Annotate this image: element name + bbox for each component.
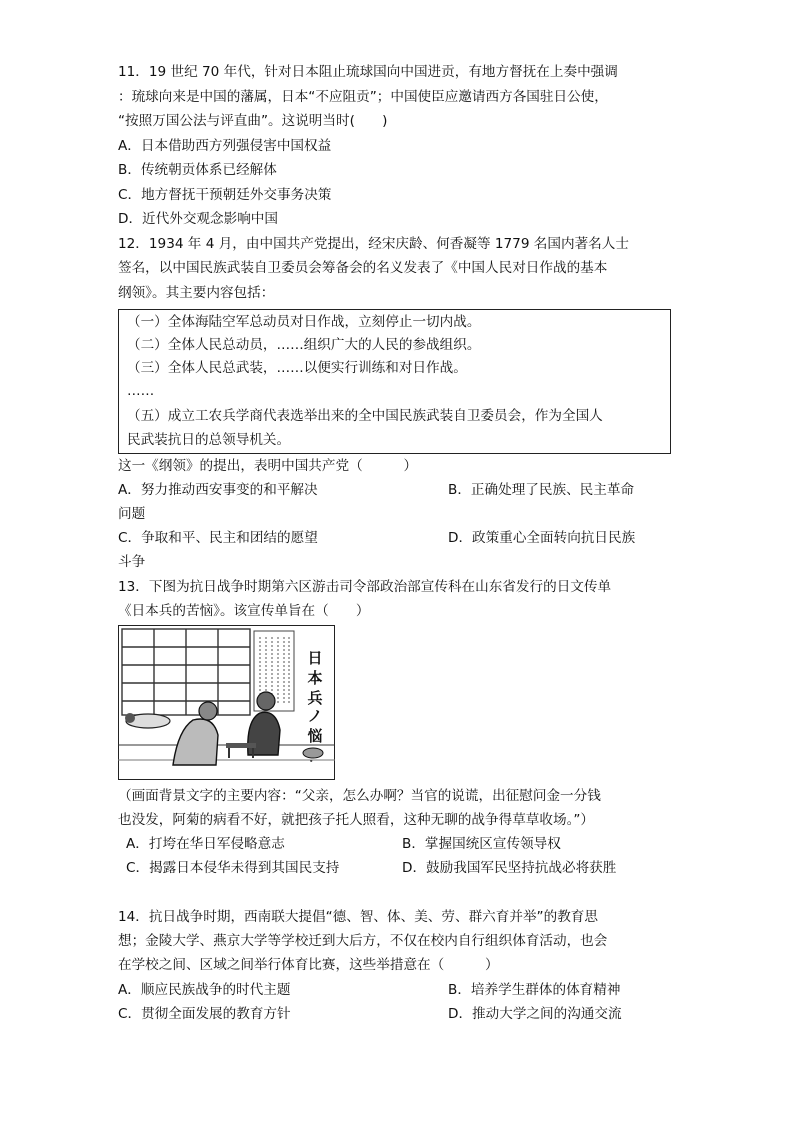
q12-option-c: C．争取和平、民主和团结的愿望 xyxy=(118,530,318,546)
q11-stem-line-1: 11．19 世纪 70 年代，针对日本阻止琉球国向中国进贡，有地方督抚在上奏中强调 xyxy=(118,64,618,80)
q14-stem-line-2: 想；金陵大学、燕京大学等学校迁到大后方，不仅在校内自行组织体育活动，也会 xyxy=(118,933,608,949)
q12-box-line-5: （五）成立工农兵学商代表选举出来的全中国民族武装自卫委员会，作为全国人 xyxy=(127,408,603,424)
q13-caption-line-1: （画面背景文字的主要内容：“父亲，怎么办啊？当官的说谎，出征慰问金一分钱 xyxy=(118,788,601,804)
propaganda-cartoon-image xyxy=(118,625,335,780)
q12-box-line-4: …… xyxy=(127,383,155,399)
svg-text:悩: 悩 xyxy=(307,727,323,745)
q11-stem-line-2: ：琉球向来是中国的藩属，日本“不应阻贡”；中国使臣应邀请西方各国驻日公使， xyxy=(118,89,608,105)
q14-option-a: A．顺应民族战争的时代主题 xyxy=(118,982,291,998)
q12-stem-line-2: 签名，以中国民族武装自卫委员会筹备会的名义发表了《中国人民对日作战的基本 xyxy=(118,260,608,276)
q12-option-d-cont: 斗争 xyxy=(118,554,146,570)
q12-option-b: B．正确处理了民族、民主革命 xyxy=(448,482,635,498)
q14-option-c: C．贯彻全面发展的教育方针 xyxy=(118,1006,291,1022)
q12-box-line-2: （二）全体人民总动员，……组织广大的人民的参战组织。 xyxy=(127,337,481,353)
q12-option-b-cont: 问题 xyxy=(118,506,146,522)
q13-stem-line-2: 《日本兵的苦恼》。该宣传单旨在（ ） xyxy=(118,603,370,619)
q14-stem-line-1: 14．抗日战争时期，西南联大提倡“德、智、体、美、劳、群六育并举”的教育思 xyxy=(118,909,598,925)
q12-box-line-6: 民武装抗日的总领导机关。 xyxy=(127,432,291,448)
q14-option-b: B．培养学生群体的体育精神 xyxy=(448,982,621,998)
q12-box-line-3: （三）全体人民总武装，……以便实行训练和对日作战。 xyxy=(127,360,467,376)
q13-stem-line-1: 13．下图为抗日战争时期第六区游击司令部政治部宣传科在山东省发行的日文传单 xyxy=(118,579,612,595)
q11-option-a: A．日本借助西方列强侵害中国权益 xyxy=(118,138,332,154)
q11-option-c: C．地方督抚干预朝廷外交事务决策 xyxy=(118,187,332,203)
q11-option-b: B．传统朝贡体系已经解体 xyxy=(118,162,277,178)
q11-option-d: D．近代外交观念影响中国 xyxy=(118,211,278,227)
q14-option-d: D．推动大学之间的沟通交流 xyxy=(448,1006,622,1022)
q13-option-a: A．打垮在华日军侵略意志 xyxy=(126,836,285,852)
q12-option-d: D．政策重心全面转向抗日民族 xyxy=(448,530,636,546)
q12-box-line-1: （一）全体海陆空军总动员对日作战，立刻停止一切内战。 xyxy=(127,314,481,330)
q13-option-c: C．揭露日本侵华未得到其国民支持 xyxy=(126,860,340,876)
q12-stem-line-1: 12．1934 年 4 月，由中国共产党提出，经宋庆龄、何香凝等 1779 名国内著名人士 xyxy=(118,236,629,252)
cartoon-title-char: 日 xyxy=(307,649,323,667)
q12-question: 这一《纲领》的提出，表明中国共产党（ ） xyxy=(118,458,418,474)
svg-text:ノ: ノ xyxy=(307,707,323,725)
svg-text:兵: 兵 xyxy=(307,689,323,707)
q14-stem-line-3: 在学校之间、区域之间举行体育比赛，这些举措意在（ ） xyxy=(118,957,499,973)
q13-option-d: D．鼓励我国军民坚持抗战必将获胜 xyxy=(402,860,617,876)
q12-option-a: A．努力推动西安事变的和平解决 xyxy=(118,482,318,498)
q13-option-b: B．掌握国统区宣传领导权 xyxy=(402,836,561,852)
q11-stem-line-3: “按照万国公法与评直曲”。这说明当时( ) xyxy=(118,113,388,129)
q12-stem-line-3: 纲领》。其主要内容包括： xyxy=(118,285,275,301)
q12-source-box xyxy=(118,309,671,454)
svg-text:本: 本 xyxy=(307,669,323,687)
q13-caption-line-2: 也没发，阿菊的病看不好，就把孩子托人照看，这种无聊的战争得草草收场。”） xyxy=(118,812,595,828)
